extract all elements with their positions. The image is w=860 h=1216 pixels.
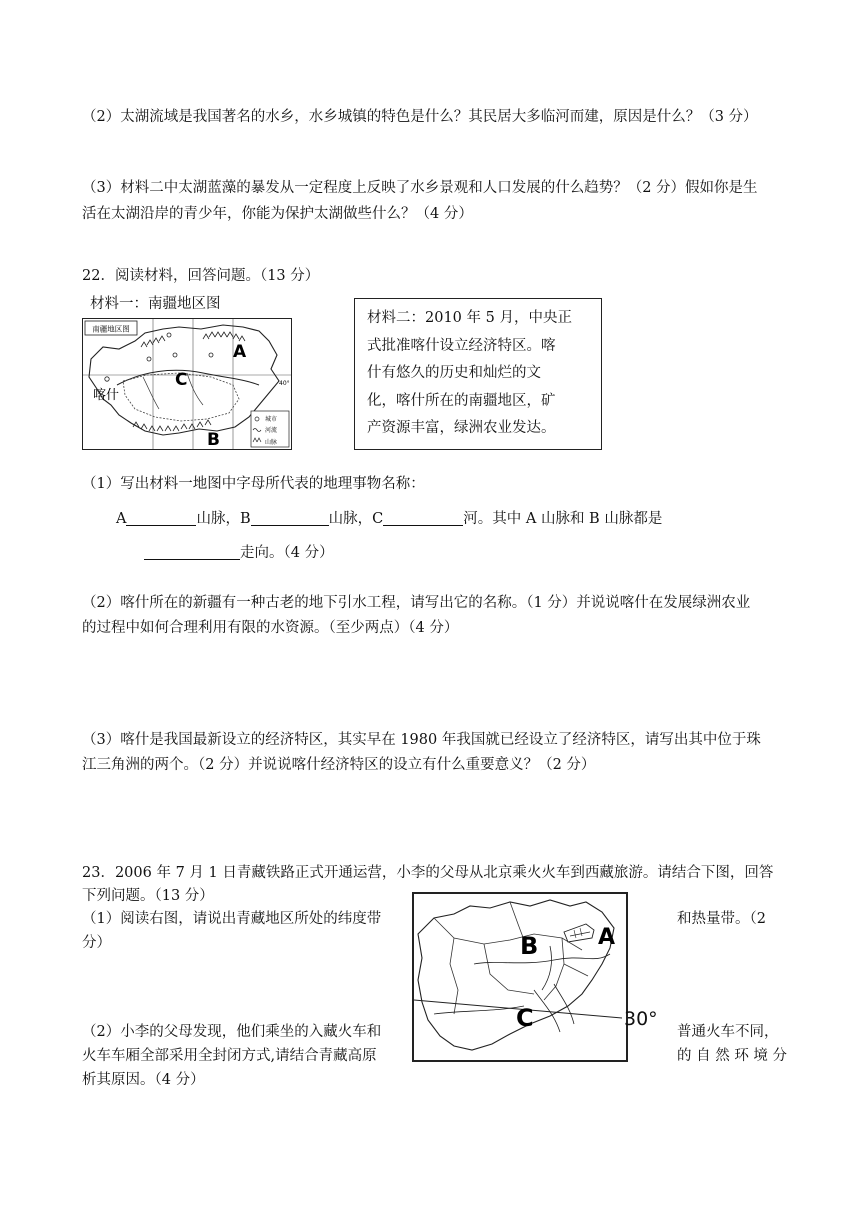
- southern-xinjiang-map: [82, 318, 292, 450]
- map2-letter-c: C: [516, 1004, 534, 1032]
- fill-suffix-c: 河。其中 A 山脉和 B 山脉都是: [463, 511, 663, 527]
- map1-letter-c: C: [175, 370, 188, 390]
- q22-part3-line2: 江三角洲的两个。（2 分）并说说喀什经济特区的设立有什么重要意义？（2 分）: [82, 757, 596, 773]
- q21-part2: （2）太湖流域是我国著名的水乡，水乡城镇的特色是什么？其民居大多临河而建，原因是什么？（3 分）: [82, 109, 758, 125]
- material2-line1: 材料二：2010 年 5 月，中央正: [367, 310, 572, 326]
- fill-label-a: A: [116, 511, 127, 527]
- blank-direction[interactable]: [144, 543, 240, 560]
- q22-material2-box: [354, 298, 602, 450]
- train-icon: [564, 924, 594, 942]
- q23-header-line1: 23．2006 年 7 月 1 日青藏铁路正式开通运营，小李的父母从北京乘火火车到西藏旅游。请结合下图，回答: [82, 865, 774, 881]
- legend-mountain: 山脉: [265, 439, 278, 446]
- fill-suffix-b: 山脉，C: [328, 511, 384, 527]
- q23-header-line2: 下列问题。（13 分）: [82, 888, 214, 904]
- q22-part1-fill-line: [116, 506, 662, 532]
- map2-letter-b: B: [520, 932, 539, 960]
- map2-lat-label: 30°: [624, 1008, 658, 1030]
- q22-header: 22．阅读材料，回答问题。（13 分）: [82, 268, 320, 284]
- q23-part2-right: 普通火车不同，: [677, 1024, 779, 1040]
- blank-a[interactable]: [126, 509, 196, 526]
- q22-part2-line2: 的过程中如何合理利用有限的水资源。（至少两点）（4 分）: [82, 620, 459, 636]
- map1-lat-label: 40°: [279, 380, 290, 387]
- q21-part3-line2: 活在太湖沿岸的青少年，你能为保护太湖做些什么？（4 分）: [82, 206, 473, 222]
- fill-end: 走向。（4 分）: [240, 545, 334, 561]
- material2-line5: 产资源丰富，绿洲农业发达。: [367, 420, 556, 436]
- q23-part1-left: （1）阅读右图，请说出青藏地区所处的纬度带: [82, 911, 382, 927]
- blank-b[interactable]: [251, 509, 329, 526]
- legend-city: 城市: [265, 416, 278, 423]
- q23-part2-left2: 火车车厢全部采用全封闭方式,请结合青藏高原: [82, 1048, 377, 1064]
- map1-city-kashgar: 喀什: [93, 388, 120, 403]
- material2-line4: 化，喀什所在的南疆地区，矿: [367, 392, 556, 409]
- legend-river: 河流: [265, 427, 278, 434]
- q23-part1-left2: 分）: [82, 935, 111, 951]
- map2-letter-a: A: [598, 925, 616, 950]
- q21-part3-line1: （3）材料二中太湖蓝藻的暴发从一定程度上反映了水乡景观和人口发展的什么趋势？（2 分）假如你是生: [82, 180, 758, 196]
- blank-c[interactable]: [383, 509, 463, 526]
- qinghai-tibet-map: [412, 892, 628, 1062]
- q23-part1-right: 和热量带。（2: [677, 911, 766, 927]
- q23-part2-left: （2）小李的父母发现，他们乘坐的入藏火车和: [82, 1024, 382, 1040]
- q23-part2-right2: 的 自 然 环 境 分: [677, 1048, 788, 1064]
- q22-part1-fill-line2: [144, 540, 334, 566]
- map1-title: 南疆地区图: [92, 324, 130, 334]
- map1-letter-b: B: [207, 430, 220, 449]
- fill-suffix-a: 山脉，B: [196, 511, 251, 527]
- map1-letter-a: A: [233, 342, 247, 362]
- q22-part2-line1: （2）喀什所在的新疆有一种古老的地下引水工程，请写出它的名称。（1 分）并说说喀什在发展绿洲农业: [82, 595, 751, 611]
- map1-legend: [251, 411, 289, 447]
- q22-material1-label: 材料一：南疆地区图: [90, 296, 221, 312]
- q22-part1-prompt: （1）写出材料一地图中字母所代表的地理事物名称：: [82, 476, 425, 492]
- material2-line2: 式批准喀什设立经济特区。喀: [367, 337, 556, 354]
- q23-part2-left3: 析其原因。（4 分）: [82, 1072, 205, 1088]
- material2-line3: 什有悠久的历史和灿烂的文: [367, 365, 541, 381]
- q22-part3-line1: （3）喀什是我国最新设立的经济特区，其实早在 1980 年我国就已经设立了经济特区，请写出其中位于珠: [82, 732, 761, 748]
